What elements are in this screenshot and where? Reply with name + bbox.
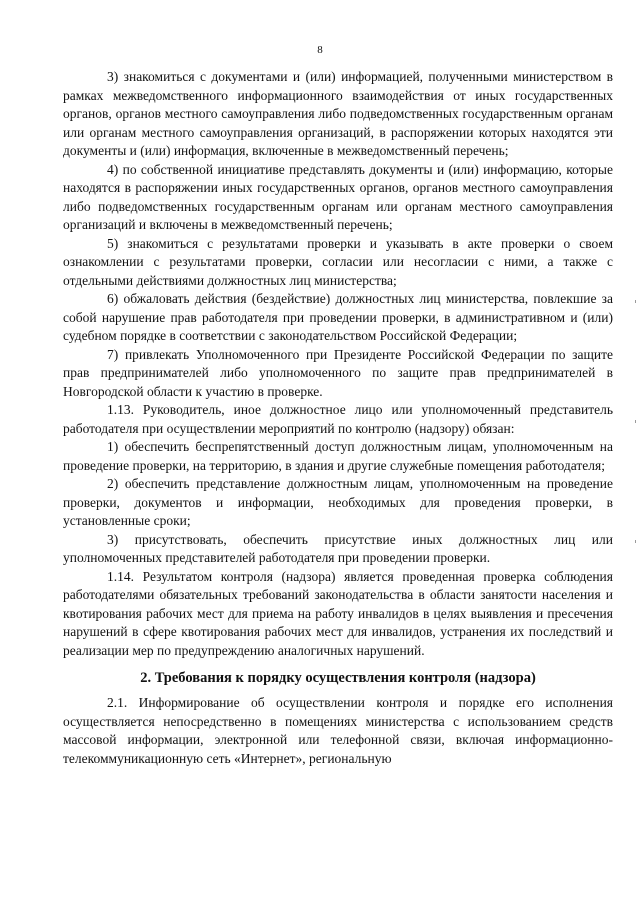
scan-edge-mark — [635, 540, 636, 543]
paragraph-item-4-submit-documents: 4) по собственной инициативе представлять документы и (или) информацию, которые находятся в распоряжении иных государственных органов, органов местного самоуправления либо подведомственных государственным органам или органам местного самоуправления организаций и включены в межведомственный перечень; — [63, 161, 613, 232]
paragraph-item-5-review-results: 5) знакомиться с результатами проверки и указывать в акте проверки о своем ознакомлении с результатами проверки, согласии или несогласии с ними, а также с отдельными действиями должностных лиц министерства; — [63, 235, 613, 288]
paragraph-item-6-appeal-actions: 6) обжаловать действия (бездействие) должностных лиц министерства, повлекшие за собой нарушение прав работодателя при проведении проверки, в административном и (или) судебном порядке в соответствии с законодательством Российской Федерации; — [63, 291, 613, 343]
paragraph-2-1-informing: 2.1. Информирование об осуществлении контроля и порядке его исполнения осуществляется непосредственно в помещениях министерства с использованием средств массовой информации, электронной или телефонной связи, включая информационно-телекоммуникационную сеть «Интернет», региональную — [63, 695, 613, 766]
section-heading-2: 2. Требования к порядку осуществления контроля (надзора) — [140, 670, 536, 686]
scan-edge-mark — [635, 420, 636, 423]
paragraph-1-14-control-result: 1.14. Результатом контроля (надзора) является проведенная проверка соблюдения работодателями обязательных требований законодательства в области занятости населения и квотирования рабочих мест для приема на работу инвалидов в целях выявления и пресечения нарушений в сфере квотирования рабочих мест для инвалидов, устранения их последствий и реализации мер по предупреждению аналогичных нарушений. — [63, 568, 613, 658]
paragraph-obligation-2-documents: 2) обеспечить представление должностным лицам, уполномоченным на проведение проверки, документов и информации, необходимых для проведения проверки, в установленные сроки; — [63, 476, 613, 528]
page-number: 8 — [317, 44, 323, 56]
scan-edge-mark — [635, 300, 636, 303]
paragraph-1-13-employer-obligations: 1.13. Руководитель, иное должностное лицо или уполномоченный представитель работодателя при осуществлении мероприятий по контролю (надзору) обязан: — [63, 402, 613, 436]
paragraph-obligation-3-presence: 3) присутствовать, обеспечить присутствие иных должностных лиц или уполномоченных представителей работодателя при проведении проверки. — [63, 531, 613, 565]
document-body — [63, 68, 613, 768]
paragraph-obligation-1-access: 1) обеспечить беспрепятственный доступ должностным лицам, уполномоченным на проведение проверки, на территорию, в здания и другие служебные помещения работодателя; — [63, 439, 613, 473]
paragraph-item-7-involve-ombudsman: 7) привлекать Уполномоченного при Президенте Российской Федерации по защите прав предпринимателей либо уполномоченного по защите прав предпринимателей в Новгородской области к участию в проверке. — [63, 346, 613, 399]
paragraph-item-3-familiarize-documents: 3) знакомиться с документами и (или) информацией, полученными министерством в рамках межведомственного информационного взаимодействия от иных государственных органов, органов местного самоуправления либо подведомственных государственным органам или органам местного самоуправления организаций, в распоряжении которых находятся эти документы и (или) информация, включенные в межведомственный перечень; — [63, 69, 613, 158]
